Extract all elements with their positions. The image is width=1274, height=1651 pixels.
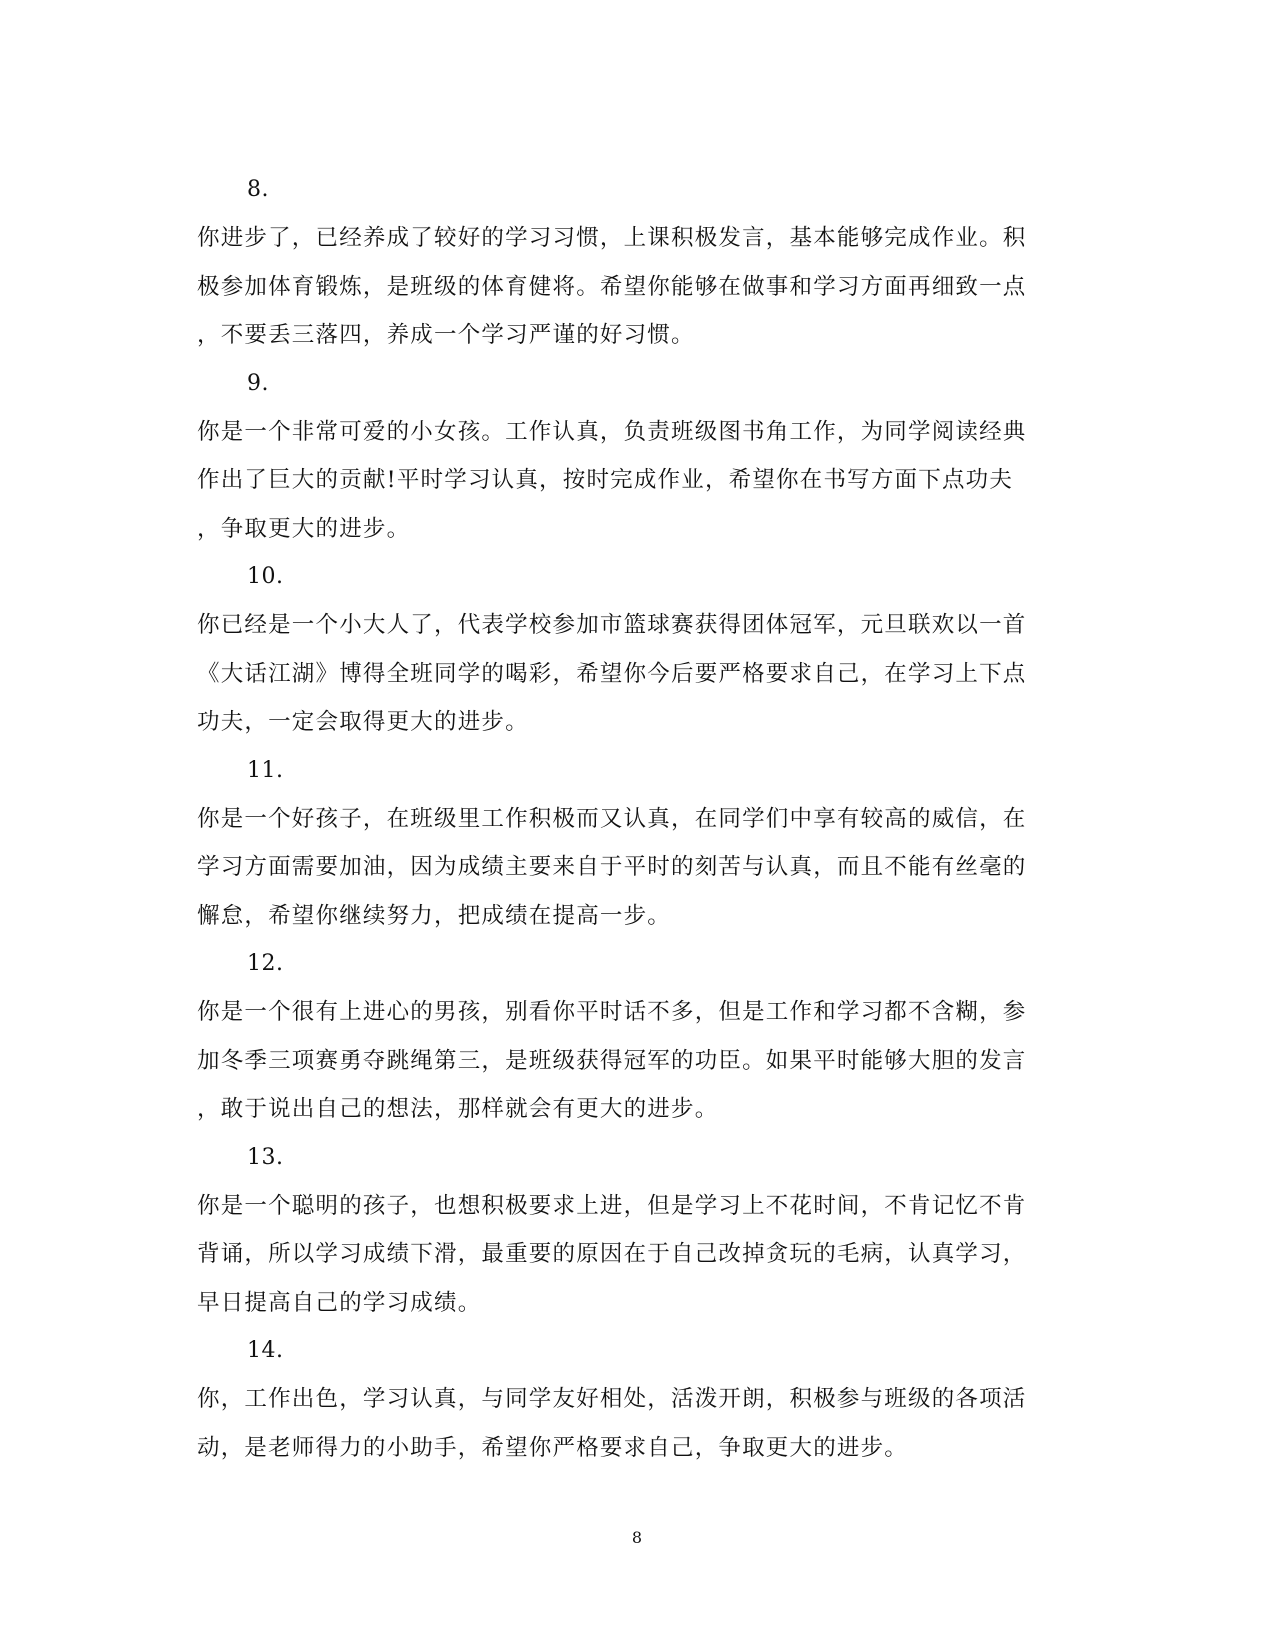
entry-10 [197, 553, 1077, 747]
entry-line: 你，工作出色，学习认真，与同学友好相处，活泼开朗，积极参与班级的各项活 [197, 1386, 1027, 1412]
entry-8 [197, 166, 1077, 360]
entry-12 [197, 940, 1077, 1134]
entry-number: 8. [247, 177, 269, 202]
entry-number: 12. [247, 951, 284, 976]
entry-number: 14. [247, 1338, 284, 1363]
entry-line: ，争取更大的进步。 [197, 515, 411, 542]
entry-line: 学习方面需要加油，因为成绩主要来自于平时的刻苦与认真，而且不能有丝毫的 [197, 854, 1027, 880]
entry-14 [197, 1327, 1077, 1472]
entry-line: 极参加体育锻炼，是班级的体育健将。希望你能够在做事和学习方面再细致一点 [197, 273, 1027, 300]
entry-line: 你是一个聪明的孩子，也想积极要求上进，但是学习上不花时间，不肯记忆不肯 [197, 1192, 1027, 1219]
entry-line: 你已经是一个小大人了，代表学校参加市篮球赛获得团体冠军，元旦联欢以一首 [197, 612, 1027, 638]
entry-line: 懈怠，希望你继续努力，把成绩在提高一步。 [197, 902, 672, 929]
entry-line: 背诵，所以学习成绩下滑，最重要的原因在于自己改掉贪玩的毛病，认真学习， [197, 1241, 1027, 1267]
entry-line: 作出了巨大的贡献!平时学习认真，按时完成作业，希望你在书写方面下点功夫 [197, 467, 1014, 493]
entry-line: 你是一个非常可爱的小女孩。工作认真，负责班级图书角工作，为同学阅读经典 [197, 418, 1027, 445]
entry-number: 13. [247, 1144, 284, 1170]
entry-number: 10. [247, 564, 284, 589]
page-number: 8 [631, 1528, 643, 1547]
entry-line: 加冬季三项赛勇夺跳绳第三，是班级获得冠军的功臣。如果平时能够大胆的发言 [197, 1047, 1027, 1074]
document-body [197, 166, 1077, 1472]
entry-line: 《大话江湖》博得全班同学的喝彩，希望你今后要严格要求自己，在学习上下点 [197, 660, 1027, 687]
entry-line: ，不要丢三落四，养成一个学习严谨的好习惯。 [197, 322, 695, 348]
entry-line: 你进步了，已经养成了较好的学习习惯，上课积极发言，基本能够完成作业。积 [197, 225, 1027, 251]
entry-line: 你是一个很有上进心的男孩，别看你平时话不多，但是工作和学习都不含糊，参 [197, 999, 1027, 1025]
entry-11 [197, 747, 1077, 941]
entry-line: ，敢于说出自己的想法，那样就会有更大的进步。 [197, 1096, 719, 1122]
entry-line: 早日提高自己的学习成绩。 [197, 1289, 482, 1316]
entry-line: 动，是老师得力的小助手，希望你严格要求自己，争取更大的进步。 [197, 1434, 909, 1461]
entry-number: 9. [247, 370, 269, 396]
entry-13 [197, 1134, 1077, 1328]
entry-line: 功夫，一定会取得更大的进步。 [197, 709, 529, 735]
entry-9 [197, 360, 1077, 554]
entry-line: 你是一个好孩子，在班级里工作积极而又认真，在同学们中享有较高的威信，在 [197, 805, 1027, 832]
entry-number: 11. [247, 757, 284, 783]
